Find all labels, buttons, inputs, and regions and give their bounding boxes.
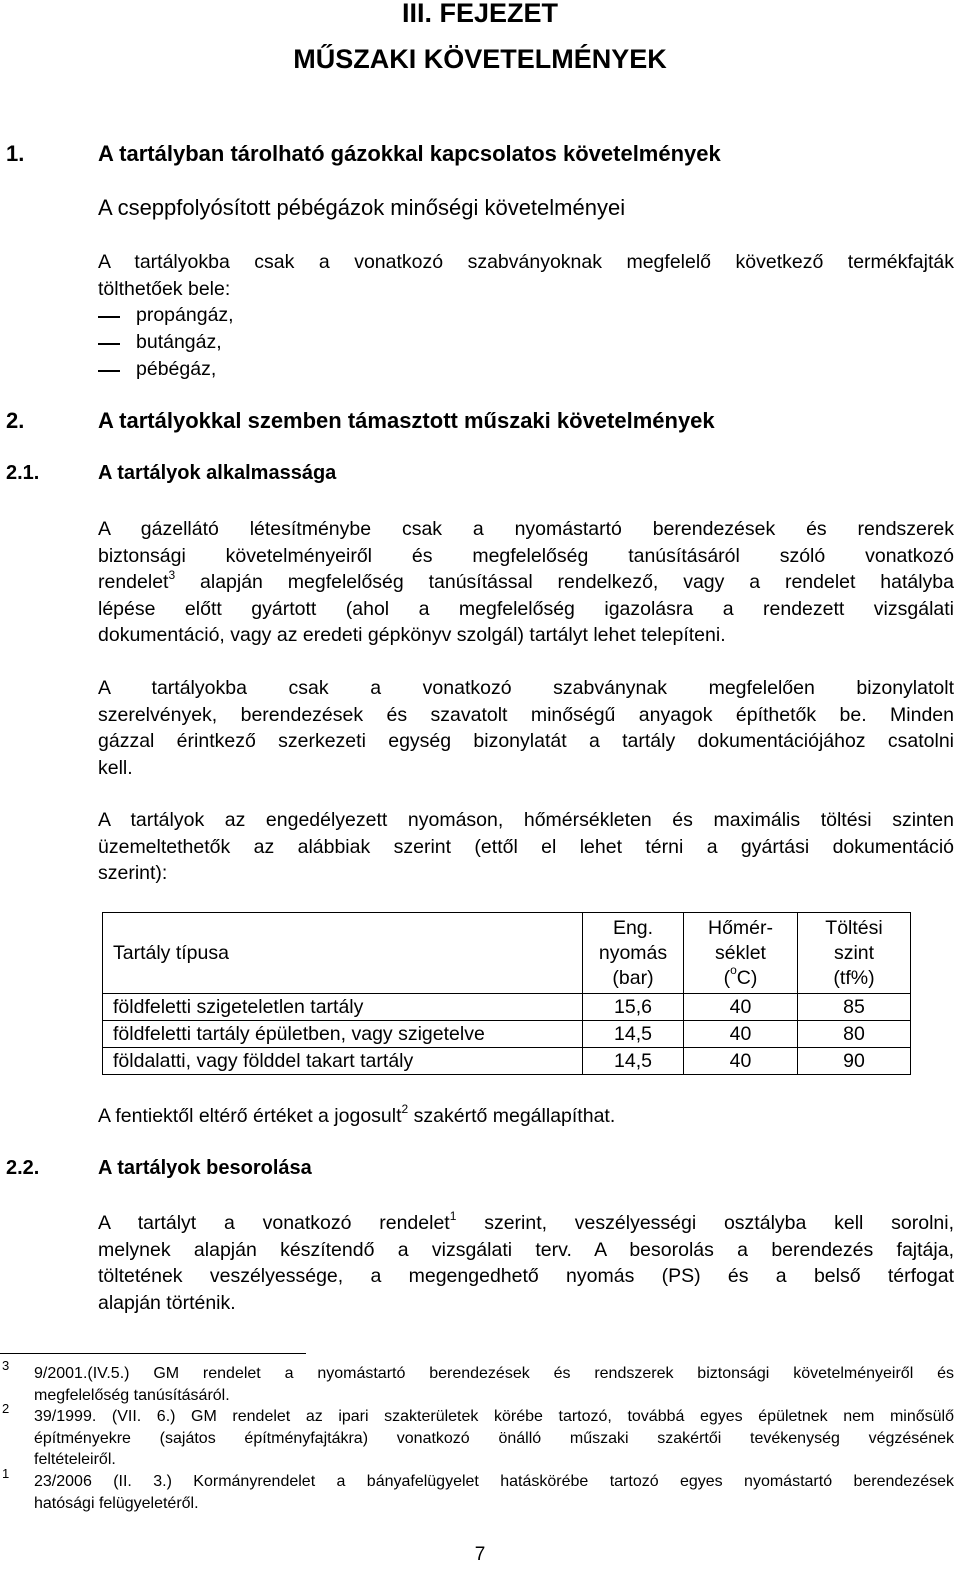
cell-temperature: 40: [684, 1021, 798, 1048]
text-run: szakértő megállapíthat.: [408, 1105, 616, 1127]
table-row: [103, 994, 911, 1021]
footnote-mark: 3: [2, 1358, 10, 1373]
footnote-line: feltételeiről.: [34, 1451, 116, 1468]
header-fill-level: [798, 913, 911, 994]
paragraph-line: kell.: [98, 756, 133, 779]
list-item: butángáz,: [136, 331, 222, 353]
page-title: MŰSZAKI KÖVETELMÉNYEK: [293, 44, 667, 74]
paragraph-line: A gázellátó létesítménybe csak a nyomástartó berendezések és rendszerek: [98, 518, 954, 540]
header-pressure: [583, 913, 684, 994]
text-run: alapján megfelelőség tanúsítással rendelkező, vagy a rendelet hatályba: [175, 571, 954, 593]
text-run: (: [723, 966, 731, 989]
paragraph-line: A tartályok az engedélyezett nyomáson, hőmérsékleten és maximális töltési szinten: [98, 809, 954, 831]
footnote-line: megfelelőség tanúsításáról.: [34, 1386, 230, 1404]
paragraph-line: dokumentáció, vagy az eredeti gépkönyv szolgál) tartályt lehet telepíteni.: [98, 624, 726, 646]
paragraph-line: [98, 1210, 954, 1237]
paragraph-line: melynek alapján készítendő a vizsgálati terv. A besorolás a berendezés fajtája,: [98, 1238, 954, 1261]
cell-pressure: 14,5: [583, 1048, 684, 1075]
page-number: 7: [474, 1544, 486, 1565]
cell-pressure: 14,5: [583, 1021, 684, 1048]
header-line: (tf%): [833, 966, 875, 989]
section-1-title: A tartályban tárolható gázokkal kapcsolatos követelmények: [98, 141, 721, 166]
paragraph-line: alapján történik.: [98, 1291, 236, 1314]
section-2-1-title: A tartályok alkalmassága: [98, 462, 337, 484]
paragraph-classification: [98, 1210, 954, 1316]
cell-fill-level: 90: [798, 1048, 911, 1075]
section-2-2-title: A tartályok besorolása: [98, 1157, 312, 1179]
paragraph-fittings: [98, 675, 954, 781]
list-item: propángáz,: [136, 304, 234, 326]
paragraph-line: üzemeltethetők az alábbiak szerint (ettől el lehet térni a gyártási dokumentáció: [98, 835, 954, 858]
header-line: Eng.: [612, 916, 654, 939]
text-run: A fentiektől eltérő értéket a jogosult: [98, 1105, 402, 1127]
header-line: [694, 963, 787, 991]
section-2-number: 2.: [6, 408, 25, 433]
header-line: szint: [833, 941, 875, 964]
paragraph-line: szerint):: [98, 862, 168, 884]
footnote-line: hatósági felügyeletéről.: [34, 1494, 199, 1512]
paragraph-line: szerelvények, berendezések és szavatolt minőségű anyagok építhetők be. Minden: [98, 703, 954, 726]
section-2-2-number: 2.2.: [6, 1157, 40, 1179]
section-1-intro: [98, 249, 954, 302]
text-run: rendelet: [98, 571, 169, 593]
cell-fill-level: 85: [798, 994, 911, 1021]
cell-tank-type: földalatti, vagy földdel takart tartály: [103, 1048, 583, 1075]
intro-line: tölthetőek bele:: [98, 277, 231, 300]
tank-parameters-table: [102, 912, 911, 1075]
section-1-number: 1.: [6, 141, 25, 166]
cell-fill-level: 80: [798, 1021, 911, 1048]
header-line: séklet: [715, 941, 766, 964]
text-run: szerint, veszélyességi osztályba kell sorolni,: [456, 1212, 954, 1234]
footnote: [34, 1363, 954, 1406]
footnote: [34, 1471, 954, 1514]
footnote-ref: 2: [401, 1101, 409, 1116]
footnote-line: 23/2006 (II. 3.) Kormányrendelet a bányafelügyelet hatáskörébe tartozó egyes nyomástartó berendezések: [34, 1473, 954, 1490]
paragraph-suitability: [98, 516, 954, 649]
section-2-1-number: 2.1.: [6, 462, 40, 484]
table-row: [103, 1048, 911, 1075]
header-line: Hőmér-: [707, 916, 773, 939]
paragraph-line: töltetének veszélyessége, a megengedhető nyomás (PS) és a belső térfogat: [98, 1265, 954, 1287]
footnote-mark: 2: [2, 1401, 10, 1416]
footnote-line: 9/2001.(IV.5.) GM rendelet a nyomástartó berendezések és rendszerek biztonsági követelményeiről és: [34, 1365, 954, 1382]
list-item: pébégáz,: [136, 358, 217, 380]
header-temperature: [684, 913, 798, 994]
paragraph-line: biztonsági követelményeiről és megfelelőség tanúsításáról szóló vonatkozó: [98, 544, 954, 567]
cell-temperature: 40: [684, 1048, 798, 1075]
table-header-row: [103, 913, 911, 994]
paragraph-operation: [98, 807, 954, 887]
header-line: nyomás: [598, 941, 668, 964]
footnote-ref: 1: [449, 1208, 457, 1223]
header-line: Töltési: [825, 916, 883, 939]
list-dash: [98, 343, 120, 345]
footnote-separator: [0, 1353, 306, 1354]
paragraph-line: A tartályokba csak a vonatkozó szabványnak megfelelően bizonylatolt: [98, 677, 954, 699]
section-1-subtitle: A cseppfolyósított pébégázok minőségi követelményei: [98, 195, 626, 220]
list-dash: [98, 370, 120, 372]
header-tank-type: Tartály típusa: [103, 913, 583, 994]
footnote-line: 39/1999. (VII. 6.) GM rendelet az ipari szakterületek körébe tartozó, továbbá egyes épületnek nem minősülő: [34, 1408, 954, 1425]
after-table-note: [98, 1103, 615, 1130]
paragraph-line: lépése előtt gyártott (ahol a megfelelőség igazolásra a rendezett vizsgálati: [98, 597, 954, 620]
text-run: A tartályt a vonatkozó rendelet: [98, 1212, 450, 1234]
intro-line: A tartályokba csak a vonatkozó szabványoknak megfelelő következő termékfajták: [98, 251, 954, 273]
footnote-line: építményekre (sajátos építményfajtákra) vonatkozó önálló műszaki szakértői tevékenység végzésének: [34, 1429, 954, 1447]
paragraph-line: [98, 569, 954, 596]
footnote-ref: 3: [168, 567, 176, 582]
cell-tank-type: földfeletti tartály épületben, vagy szigetelve: [103, 1021, 583, 1048]
text-run: C): [736, 966, 758, 989]
list-dash: [98, 316, 120, 318]
footnote: [34, 1406, 954, 1471]
footnote-mark: 1: [2, 1466, 10, 1481]
table-row: [103, 1021, 911, 1048]
cell-tank-type: földfeletti szigeteletlen tartály: [103, 994, 583, 1021]
chapter-heading: III. FEJEZET: [401, 0, 559, 28]
paragraph-line: gázzal érintkező szerkezeti egység bizonylatát a tartály dokumentációjához csatolni: [98, 730, 954, 752]
header-line: (bar): [612, 966, 654, 989]
section-2-title: A tartályokkal szemben támasztott műszaki követelmények: [98, 408, 715, 433]
cell-temperature: 40: [684, 994, 798, 1021]
cell-pressure: 15,6: [583, 994, 684, 1021]
degree-mark: o: [730, 963, 737, 977]
